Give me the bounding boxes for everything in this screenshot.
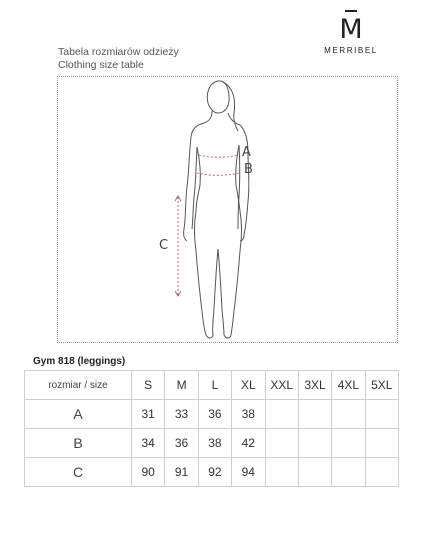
measure-line-b: [197, 173, 239, 175]
measure-row-label: C: [25, 458, 132, 487]
brand-mark: [296, 10, 406, 45]
measure-line-c: [175, 196, 181, 296]
table-row: [25, 429, 399, 458]
table-cell: [332, 400, 365, 429]
dimension-label-c: C: [159, 238, 169, 253]
size-column-header: M: [165, 371, 198, 400]
brand-mark-letter: M: [339, 14, 363, 45]
table-cell: 92: [198, 458, 231, 487]
measure-row-label: B: [25, 429, 132, 458]
heading-line-2: Clothing size table: [58, 59, 144, 71]
size-column-header: L: [198, 371, 231, 400]
table-cell: 42: [232, 429, 265, 458]
table-cell: 38: [198, 429, 231, 458]
table-row: [25, 400, 399, 429]
table-row: [25, 458, 399, 487]
size-table-corner: rozmiar / size: [25, 371, 132, 400]
table-cell: [365, 429, 398, 458]
brand-name: MERRIBEL: [324, 46, 378, 55]
table-cell: [332, 429, 365, 458]
table-cell: [265, 458, 298, 487]
table-cell: 33: [165, 400, 198, 429]
table-cell: [298, 429, 331, 458]
table-cell: 31: [132, 400, 165, 429]
heading-line-1: Tabela rozmiarów odzieży: [58, 46, 179, 58]
table-cell: 34: [132, 429, 165, 458]
dimension-label-a: A: [242, 145, 251, 160]
product-title: Gym 818 (leggings): [33, 356, 126, 367]
size-column-header: S: [132, 371, 165, 400]
table-cell: [265, 400, 298, 429]
table-cell: 90: [132, 458, 165, 487]
size-column-header: 4XL: [332, 371, 365, 400]
table-cell: [298, 400, 331, 429]
body-figure-panel: [57, 76, 398, 343]
size-table: [24, 370, 399, 487]
table-cell: 36: [165, 429, 198, 458]
table-cell: [332, 458, 365, 487]
size-column-header: 3XL: [298, 371, 331, 400]
brand-logo: [296, 10, 406, 55]
body-silhouette-illustration: [58, 77, 397, 342]
size-column-header: 5XL: [365, 371, 398, 400]
page-heading: [58, 46, 179, 72]
silhouette-outline: [184, 81, 249, 338]
dimension-label-b: B: [244, 162, 253, 177]
table-cell: 94: [232, 458, 265, 487]
table-cell: [298, 458, 331, 487]
measure-line-a: [199, 155, 237, 157]
table-cell: [365, 458, 398, 487]
size-table-header-row: [25, 371, 399, 400]
table-cell: [365, 400, 398, 429]
measure-row-label: A: [25, 400, 132, 429]
size-column-header: XXL: [265, 371, 298, 400]
table-cell: [265, 429, 298, 458]
size-column-header: XL: [232, 371, 265, 400]
table-cell: 91: [165, 458, 198, 487]
table-cell: 36: [198, 400, 231, 429]
table-cell: 38: [232, 400, 265, 429]
brand-mark-bar: [345, 10, 357, 12]
